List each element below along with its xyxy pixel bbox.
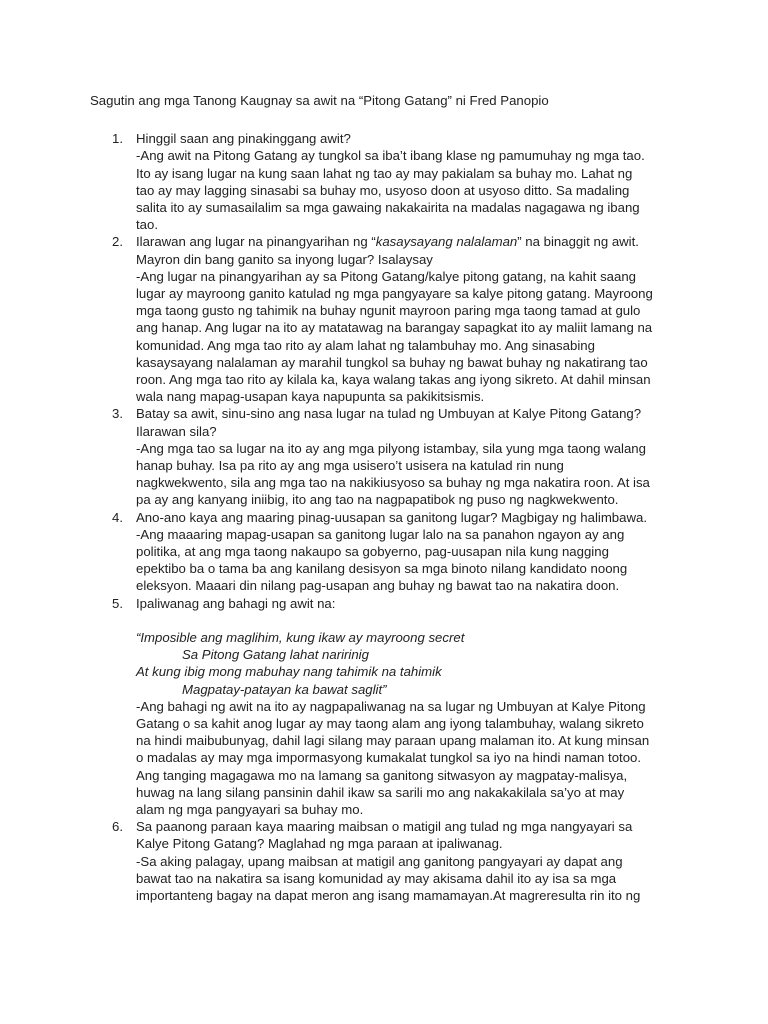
answer-line: Ang tanging magagawa mo na lamang sa ganitong sitwasyon ay magpatay-malisya, (136, 767, 628, 783)
question-list (90, 130, 682, 904)
lyric-line: At kung ibig mong mabuhay nang tahimik na tahimik (136, 664, 442, 680)
question-text-post: ” na binaggit ng awit. (517, 234, 639, 250)
answer-line: -Ang bahagi ng awit na ito ay nagpapaliwanag na sa lugar ng Umbuyan at Kalye Pitong (136, 698, 646, 714)
question-item-2 (90, 233, 682, 405)
answer-line: na hindi maibubunyag, dahil lagi silang may paraan upang malaman ito. At kung minsan (136, 733, 650, 749)
answer-line: politika, at ang mga taong nakaupo sa gobyerno, pag-uusapan nila kung nagging (136, 544, 609, 560)
question-item-6 (90, 818, 682, 904)
document-title: Sagutin ang mga Tanong Kaugnay sa awit na “Pitong Gatang” ni Fred Panopio (90, 93, 549, 108)
answer-line: -Ang maaaring mapag-usapan sa ganitong lugar lalo na sa panahon ngayon ay ang (136, 526, 625, 542)
question-item-1 (90, 130, 682, 233)
answer-line: nagkwekwento, sila ang mga tao na nakikiusyoso sa buhay ng mga nakatira roon. At isa (136, 475, 650, 491)
lyric-line: Sa Pitong Gatang lahat naririnig (182, 647, 369, 663)
question-item-5 (90, 595, 682, 818)
answer-line: alam ng mga pangyayari sa buhay mo. (136, 801, 364, 817)
answer-line: -Ang mga tao sa lugar na ito ay ang mga pilyong istambay, sila yung mga taong walang (136, 440, 646, 456)
answer-line: komunidad. Ang mga tao rito ay alam lahat ng talambuhay mo. Ang sinasabing (136, 337, 595, 353)
lyric-line: “Imposible ang maglihim, kung ikaw ay mayroong secret (136, 629, 465, 645)
question-item-3 (90, 405, 682, 508)
answer-line: -Ang lugar na pinangyarihan ay sa Pitong Gatang/kalye pitong gatang, na kahit saang (136, 268, 637, 284)
answer-line: hanap buhay. Isa pa rito ay ang mga usisero’t usisera na katulad rin nung (136, 458, 564, 474)
song-excerpt (136, 629, 682, 698)
answer-line: wala nang mapag-usapan kaya napupunta sa pakikitsismis. (136, 389, 485, 405)
question-text-emphasis: kasaysayang nalalaman (375, 234, 518, 250)
answer-line: ang hanap. Ang lugar na ito ay matatawag na barangay sapagkat ito ay maliit lamang na (136, 320, 653, 336)
question-number: 1. (112, 131, 123, 147)
answer-line: -Sa aking palagay, upang maibsan at matigil ang ganitong pangyayari ay dapat ang (136, 853, 623, 869)
question-text-pre: Ilarawan ang lugar na pinangyarihan ng “ (136, 234, 376, 250)
question-number: 2. (112, 234, 123, 250)
question-item-4 (90, 509, 682, 595)
answer-line: mga taong gusto ng tahimik na buhay ngunit mayroon paring mga taong tamad at gulo (136, 303, 641, 319)
answer-line: huwag na lang silang pansinin dahil ikaw sa sarili mo ang nakakakilala sa’yo at may (136, 784, 625, 800)
answer-line: -Ang awit na Pitong Gatang ay tungkol sa iba’t ibang klase ng pamumuhay ng mga tao. (136, 148, 645, 164)
question-text: Mayron din bang ganito sa inyong lugar? Isalaysay (136, 251, 433, 267)
answer-line: tao. (136, 217, 158, 233)
answer-line: Ito ay isang lugar na kung saan lahat ng tao ay may pakialam sa buhay mo. Lahat ng (136, 165, 633, 181)
answer-line: pa ay ang kanyang iniibig, ito ang tao na nagpapatibok ng puso ng nagkwekwento. (136, 492, 619, 508)
question-text (136, 233, 682, 250)
question-text: Batay sa awit, sinu-sino ang nasa lugar na tulad ng Umbuyan at Kalye Pitong Gatang? (136, 406, 642, 422)
answer-line: roon. Ang mga tao rito ay kilala ka, kaya walang takas ang iyong sikreto. At dahil minsan (136, 372, 651, 388)
answer-line: o madalas ay may mga impormasyong kumakalat tungkol sa iyo na hindi naman totoo. (136, 750, 642, 766)
question-number: 3. (112, 406, 123, 422)
answer-line: importanteng bagay na dapat meron ang isang mamamayan.At magreresulta rin ito ng (136, 887, 641, 903)
question-text: Kalye Pitong Gatang? Maglahad ng mga paraan at ipaliwanag. (136, 836, 503, 852)
question-text: Ilarawan sila? (136, 423, 217, 439)
answer-line: Gatang o sa kahit anog lugar ay may taong alam ang iyong talambuhay, walang sikreto (136, 715, 644, 731)
answer-line: lugar ay mayroong ganito katulad ng mga pangyayare sa kalye pitong gatang. Mayroong (136, 286, 653, 302)
question-text: Sa paanong paraan kaya maaring maibsan o matigil ang tulad ng mga nangyayari sa (136, 819, 633, 835)
answer-line: epektibo ba o tama ba ang kanilang desisyon sa mga binoto nilang kandidato noong (136, 561, 628, 577)
answer-line: bawat tao na nakatira sa isang komunidad ay may akisama dahil ito ay isa sa mga (136, 870, 617, 886)
question-number: 4. (112, 509, 123, 525)
answer-line: kasaysayang nalalaman ay marahil tungkol sa buhay ng bawat buhay ng nakatirang tao (136, 354, 648, 370)
question-text: Hinggil saan ang pinakinggang awit? (136, 131, 351, 147)
question-number: 5. (112, 595, 123, 611)
answer-line: eleksyon. Maaari din nilang pag-usapan ang buhay ng bawat tao na nakatira doon. (136, 578, 620, 594)
question-number: 6. (112, 819, 123, 835)
answer-line: tao ay may lagging sinasabi sa buhay mo, usyoso doon at usyoso ditto. Sa madaling (136, 182, 630, 198)
question-text: Ipaliwanag ang bahagi ng awit na: (136, 595, 336, 611)
question-text: Ano-ano kaya ang maaring pinag-uusapan sa ganitong lugar? Magbigay ng halimbawa. (136, 509, 647, 525)
answer-line: salita ito ay sumasailalim sa mga gawaing nakakairita na madalas nagagawa ng ibang (136, 200, 640, 216)
lyric-line: Magpatay-patayan ka bawat saglit” (182, 681, 387, 697)
